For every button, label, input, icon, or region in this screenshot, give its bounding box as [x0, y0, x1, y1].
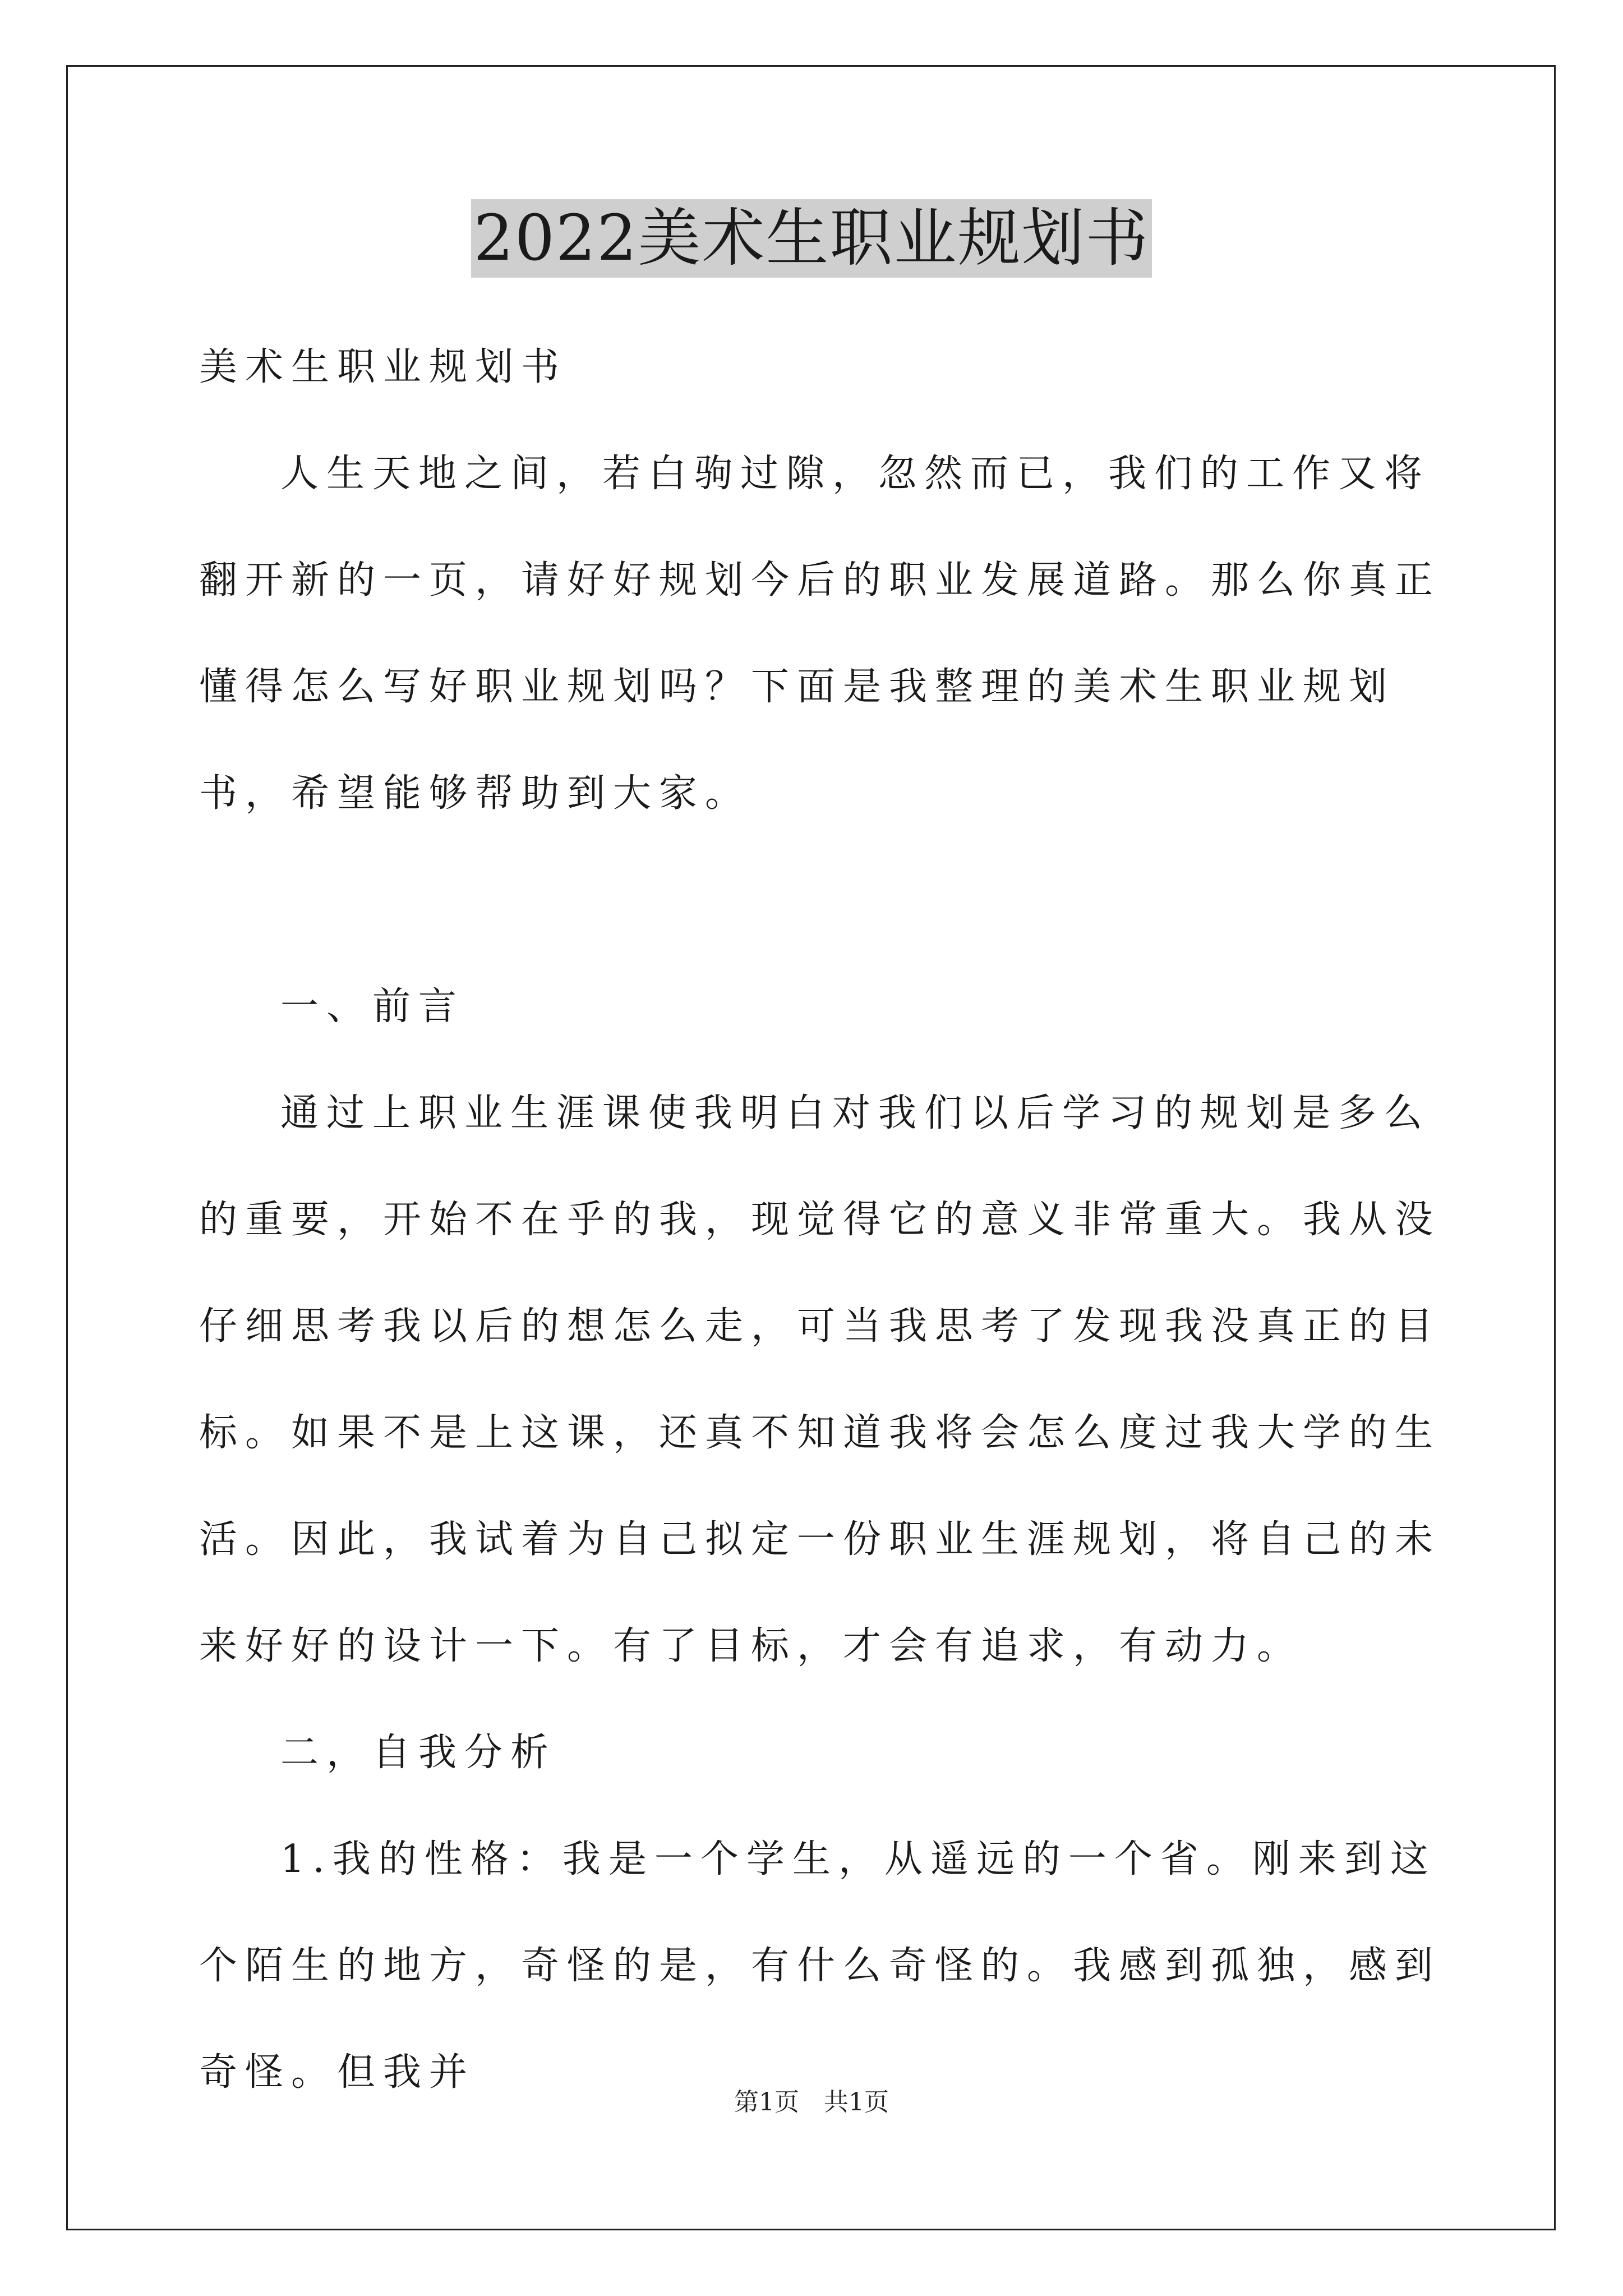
preface-paragraph: 通过上职业生涯课使我明白对我们以后学习的规划是多么的重要，开始不在乎的我，现觉得它的意义非常重大。我从没仔细思考我以后的想怎么走，可当我思考了发现我没真正的目标。如果不是上这课，还真不知道我将会怎么度过我大学的生活。因此，我试着为自己拟定一份职业生涯规划，将自己的未来好好的设计一下。有了目标，才会有追求，有动力。 — [199, 1091, 1441, 1668]
self-analysis-item-1: 1.我的性格：我是一个学生，从遥远的一个省。刚来到这个陌生的地方，奇怪的是，有什么奇怪的。我感到孤独，感到奇怪。但我并 — [199, 1837, 1441, 2095]
blank-line — [199, 847, 1450, 954]
title-container — [0, 199, 1623, 278]
section-heading-self-analysis: 二，自我分析 — [280, 1731, 557, 1775]
section-heading-preface: 一、前言 — [280, 984, 465, 1029]
document-subtitle: 美术生职业规划书 — [199, 345, 568, 389]
page-number-current: 第1页 — [734, 2088, 799, 2116]
document-body — [199, 314, 1450, 2126]
intro-paragraph: 人生天地之间，若白驹过隙，忽然而已，我们的工作又将翻开新的一页，请好好规划今后的职业发展道路。那么你真正懂得怎么写好职业规划吗？下面是我整理的美术生职业规划书，希望能够帮助到大家。 — [199, 452, 1441, 816]
page-number-total: 共1页 — [824, 2088, 889, 2116]
document-title: 2022美术生职业规划书 — [471, 199, 1151, 278]
page-footer — [0, 2086, 1623, 2119]
